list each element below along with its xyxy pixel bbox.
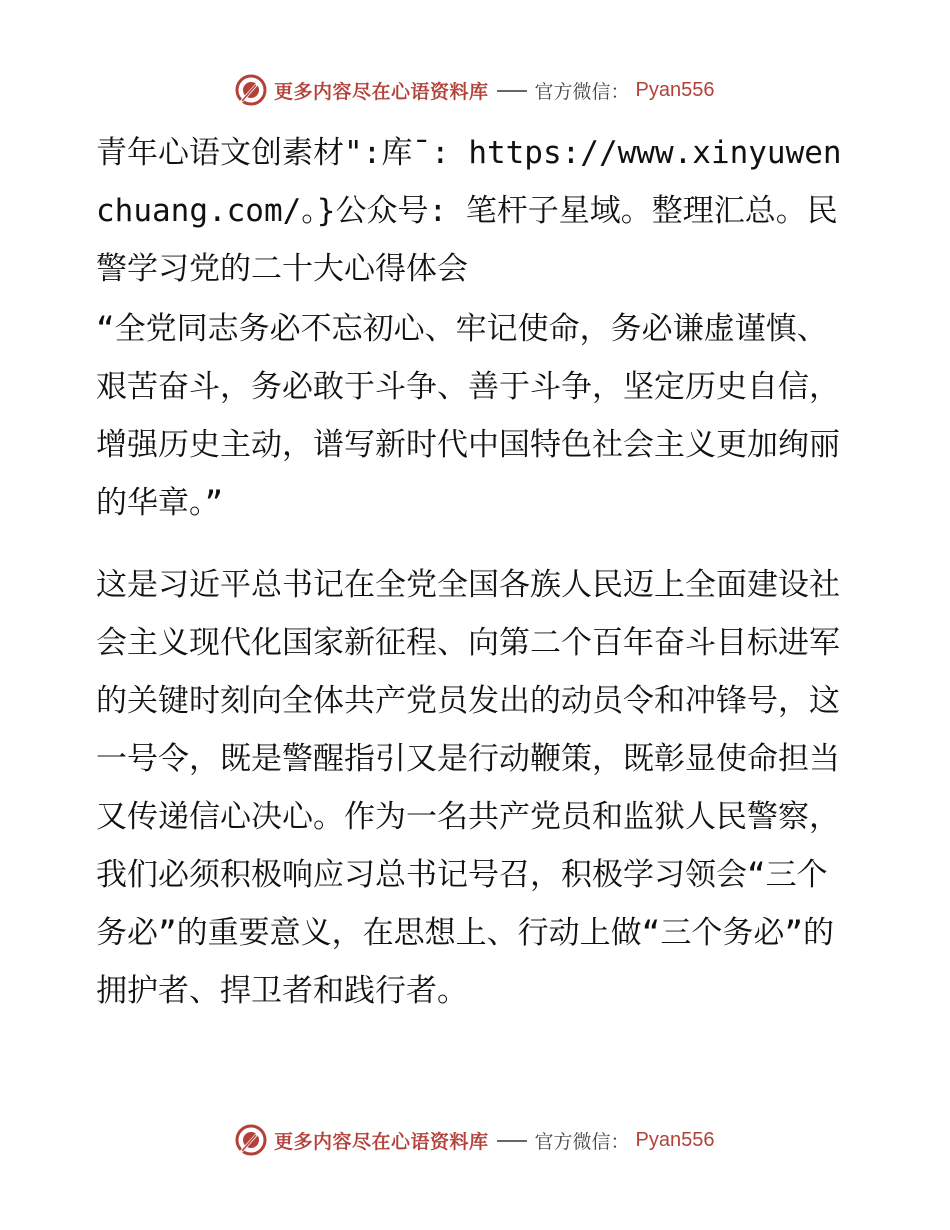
document-body: [96, 124, 856, 1020]
header-banner-text: 更多内容尽在心语资料库: [274, 80, 489, 103]
footer-banner-text: 更多内容尽在心语资料库: [274, 1130, 489, 1153]
header-wechat-id: Pyan556: [635, 78, 715, 101]
paragraph-main: 这是习近平总书记在全党全国各族人民迈上全面建设社会主义现代化国家新征程、向第二个百年奋斗目标进军的关键时刻向全体共产党员发出的动员令和冲锋号，这一号令，既是警醒指引又是行动鞭策，既彰显使命担当又传递信心决心。作为一名共产党员和监狱人民警察，我们必须积极响应习总书记号召，积极学习领会“三个务必”的重要意义，在思想上、行动上做“三个务必”的拥护者、捍卫者和践行者。: [96, 567, 840, 1009]
red-circle-logo-icon: [234, 1123, 268, 1157]
header-dash: [497, 90, 527, 92]
paragraph-quote: “全党同志务必不忘初心、牢记使命，务必谦虚谨慎、艰苦奋斗，务必敢于斗争、善于斗争，坚定历史自信，增强历史主动，谱写新时代中国特色社会主义更加绚丽的华章。”: [96, 311, 840, 521]
header-banner: [234, 70, 715, 110]
footer-dash: [497, 1140, 527, 1142]
red-circle-logo-icon: [234, 73, 268, 107]
footer-official-label: 官方微信：: [534, 1130, 630, 1153]
footer-banner: [234, 1120, 715, 1160]
header-official-label: 官方微信：: [534, 80, 630, 103]
footer-wechat-id: Pyan556: [635, 1128, 715, 1151]
paragraph-intro: 青年心语文创素材":库¯: https://www.xinyuwenchuang.com/。}公众号: 笔杆子星域。整理汇总。民警学习党的二十大心得体会: [96, 135, 842, 287]
